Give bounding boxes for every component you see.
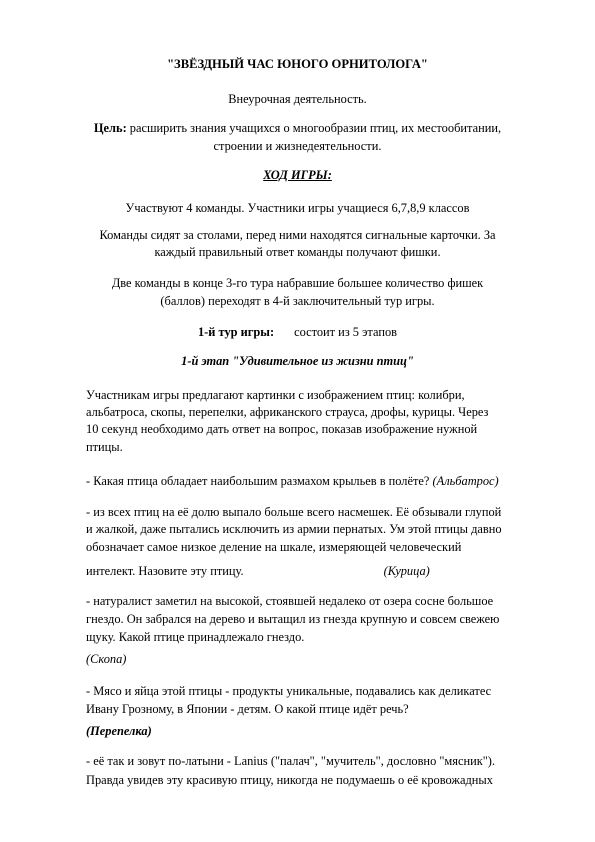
document-title: "ЗВЁЗДНЫЙ ЧАС ЮНОГО ОРНИТОЛОГА" [167,57,428,71]
instructions-line-3: 10 секунд необходимо дать ответ на вопрос, показав изображение нужной [86,422,478,436]
question-1-text: - Какая птица обладает наибольшим размахом крыльев в полёте? [86,474,430,488]
instructions-line-2: альбатроса, скопы, перепелки, африканского страуса, дрофы, курицы. Через [86,405,489,419]
goal-text-1: расширить знания учащихся о многообразии птиц, их местообитании, [126,121,502,135]
question-4-line-2: Ивану Грозному, в Японии - детям. О какой птице идёт речь? [86,702,409,716]
question-2-line-1: - из всех птиц на её долю выпало больше всего насмешек. Её обзывали глупой [86,505,502,519]
question-4-answer: (Перепелка) [86,724,152,738]
goal-label: Цель: [93,121,127,135]
teams-line-1: Команды сидят за столами, перед ними находятся сигнальные карточки. За [99,228,496,242]
round1-line [0,325,595,340]
question-3-answer: (Скопа) [86,652,127,666]
participants-line: Участвуют 4 команды. Участники игры учащиеся 6,7,8,9 классов [125,201,470,215]
instructions-line-4: птицы. [86,440,123,454]
question-3-line-1: - натуралист заметил на высокой, стоявшей недалеко от озера сосне большое [86,594,494,608]
question-5-line-2: Правда увидев эту красивую птицу, никогда не подумаешь о её кровожадных [86,773,493,787]
question-2-line-3: обозначает самое низкое деление на шкале, измеряющей человеческий [86,540,462,554]
final-line-2: (баллов) переходят в 4-й заключительный тур игры. [160,294,435,308]
instructions-line-1: Участникам игры предлагают картинки с изображением птиц: колибри, [86,388,465,402]
subtitle: Внеурочная деятельность. [228,92,367,106]
round1-desc: состоит из 5 этапов [294,325,398,339]
question-3-line-3: щуку. Какой птице принадлежало гнездо. [86,630,305,644]
question-4-line-1: - Мясо и яйца этой птицы - продукты уникальные, подавались как деликатес [86,684,492,698]
question-2-line-2: и жалкой, даже пытались исключить из армии пернатых. Ум этой птицы давно [86,522,502,536]
final-line-1: Две команды в конце 3-го тура набравшие большее количество фишек [111,276,484,290]
teams-line-2: каждый правильный ответ команды получают фишки. [154,245,441,259]
question-1 [86,474,499,489]
goal-line-1 [0,121,595,136]
round1-label: 1-й тур игры: [197,325,275,339]
goal-line-2: строении и жизнедеятельности. [213,139,382,153]
game-heading: ХОД ИГРЫ: [263,168,332,182]
question-5-line-1: - её так и зовут по-латыни - Lanius ("палач", "мучитель", дословно "мясник"). [86,754,496,768]
question-2-line-4 [86,564,430,579]
stage1-heading: 1-й этап "Удивительное из жизни птиц" [181,354,414,368]
question-3-line-2: гнездо. Он забрался на дерево и вытащил из гнезда крупную и совсем свежею [86,612,500,626]
question-2-answer: (Курица) [383,564,430,578]
question-2-last: интелект. Назовите эту птицу. [86,564,244,578]
question-1-answer: (Альбатрос) [432,474,499,488]
